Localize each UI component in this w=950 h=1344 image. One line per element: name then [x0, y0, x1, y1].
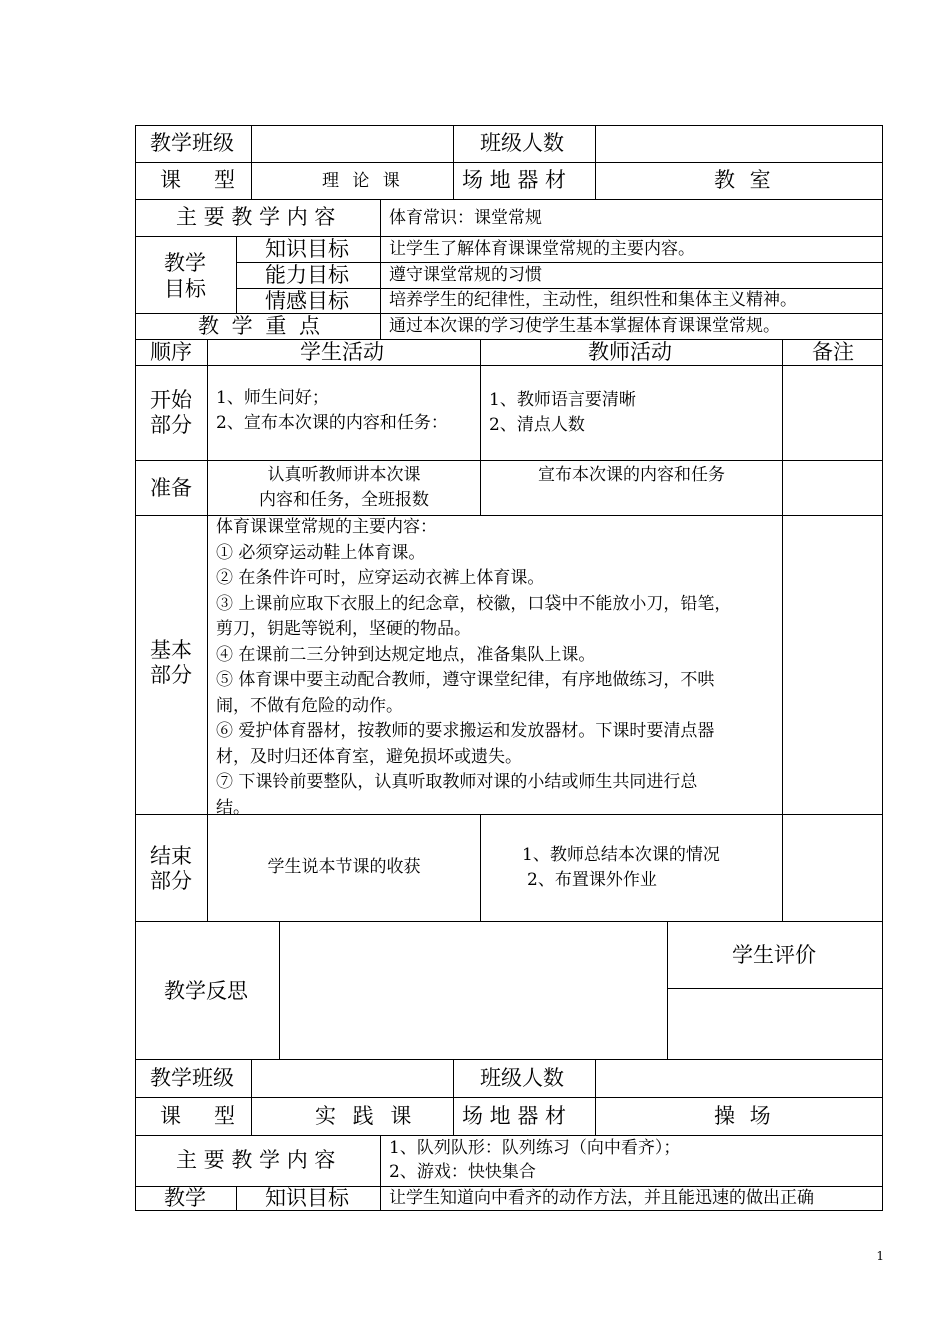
objectives-label: 教学目标 [164, 251, 206, 301]
prep-label: 准备 [150, 476, 192, 500]
t2-main-content-line2: 2、游戏：快快集合 [389, 1162, 536, 1182]
header-teacher-label: 教师活动 [588, 340, 672, 364]
cell-end-notes [782, 814, 883, 922]
start-label-line2: 部分 [150, 413, 192, 437]
prep-student-line1: 认真听教师讲本次课 [267, 465, 421, 485]
start-teacher-line1: 1、教师语言要清晰 [489, 390, 636, 410]
cell-reflection-value [279, 921, 668, 1060]
basic-line: ⑤ 体育课中要主动配合教师，遵守课堂纪律，有序地做练习，不哄 [216, 670, 715, 690]
venue-label: 场 地 器 材 [462, 168, 567, 192]
t2-venue-label: 场 地 器 材 [462, 1104, 567, 1128]
end-teacher-line1: 1、教师总结本次课的情况 [522, 845, 720, 865]
basic-line: 闹，不做有危险的动作。 [216, 695, 403, 716]
header-student-label: 学生活动 [300, 340, 384, 364]
header-order-label: 顺序 [150, 340, 192, 364]
cell-end-label [135, 814, 208, 922]
basic-line: ④ 在课前二三分钟到达规定地点，准备集队上课。 [216, 644, 596, 665]
lesson-type-value: 理 论 课 [322, 171, 404, 191]
t2-lesson-type-label: 课 型 [160, 1104, 241, 1128]
lesson-type-label: 课 型 [160, 168, 241, 192]
end-teacher-line2: 2、布置课外作业 [527, 870, 657, 890]
end-label-line2: 部分 [150, 869, 192, 893]
objective-knowledge-value: 让学生了解体育课课堂常规的主要内容。 [389, 239, 695, 259]
class-label: 教学班级 [150, 131, 234, 155]
basic-label-line1: 基本 [150, 638, 192, 662]
t2-objectives-label: 教学 [164, 1186, 206, 1210]
basic-line: 材，及时归还体育室，避免损坏或遗失。 [216, 746, 522, 767]
key-points-value: 通过本次课的学习使学生基本掌握体育课课堂常规。 [389, 316, 780, 336]
t2-cell-class-count-value [595, 1059, 883, 1098]
objective-emotion-value: 培养学生的纪律性，主动性，组织性和集体主义精神。 [389, 290, 797, 310]
t2-venue-value: 操 场 [714, 1104, 775, 1128]
cell-class-value [251, 125, 454, 163]
start-student-line2: 2、宣布本次课的内容和任务： [216, 413, 448, 433]
end-student: 学生说本节课的收获 [267, 857, 421, 877]
basic-line: 剪刀，钥匙等锐利，坚硬的物品。 [216, 619, 471, 639]
t2-lesson-type-value: 实 践 课 [315, 1104, 417, 1128]
end-label-line1: 结束 [150, 844, 192, 868]
venue-value: 教 室 [714, 168, 775, 192]
basic-line: ③ 上课前应取下衣服上的纪念章，校徽，口袋中不能放小刀，铅笔， [216, 593, 732, 614]
reflection-label: 教学反思 [164, 979, 248, 1003]
prep-student-line2: 内容和任务，全班报数 [259, 490, 429, 510]
objective-knowledge-label: 知识目标 [265, 237, 349, 261]
cell-start-notes [782, 365, 883, 461]
basic-line: ② 在条件许可时，应穿运动衣裤上体育课。 [216, 568, 545, 588]
t2-main-content-label: 主 要 教 学 内 容 [176, 1148, 336, 1172]
basic-line: 结。 [216, 797, 250, 818]
t2-main-content-line1: 1、队列队形：队列练习（向中看齐）； [389, 1138, 681, 1158]
t2-objective-value: 让学生知道向中看齐的动作方法，并且能迅速的做出正确 [389, 1188, 814, 1208]
class-count-label: 班级人数 [480, 131, 564, 155]
cell-class-count-value [595, 125, 883, 163]
t2-objective-label: 知识目标 [265, 1186, 349, 1210]
basic-line: ① 必须穿运动鞋上体育课。 [216, 542, 426, 563]
t2-cell-class-value [251, 1059, 454, 1098]
cell-basic-notes [782, 515, 883, 815]
cell-prep-notes [782, 460, 883, 516]
start-label-line1: 开始 [150, 388, 192, 412]
basic-label-line2: 部分 [150, 663, 192, 687]
page-number: 1 [876, 1249, 884, 1263]
basic-line: ⑥ 爱护体育器材，按教师的要求搬运和发放器材。下课时要清点器 [216, 721, 715, 741]
prep-teacher: 宣布本次课的内容和任务 [538, 465, 725, 485]
t2-class-label: 教学班级 [150, 1066, 234, 1090]
objective-ability-value: 遵守课堂常规的习惯 [389, 265, 542, 285]
t2-class-count-label: 班级人数 [480, 1066, 564, 1090]
main-content-value: 体育常识：课堂常规 [389, 208, 542, 228]
basic-line: ⑦ 下课铃前要整队，认真听取教师对课的小结或师生共同进行总 [216, 772, 698, 792]
main-content-label: 主 要 教 学 内 容 [176, 205, 336, 229]
start-student-line1: 1、师生问好； [216, 388, 329, 408]
start-teacher-line2: 2、清点人数 [489, 415, 585, 435]
evaluation-label: 学生评价 [732, 943, 816, 967]
key-points-label: 教 学 重 点 [198, 314, 324, 338]
objective-ability-label: 能力目标 [265, 263, 349, 287]
cell-evaluation-value [667, 988, 883, 1060]
basic-content [216, 515, 731, 821]
objective-emotion-label: 情感目标 [265, 289, 349, 313]
header-notes-label: 备注 [812, 340, 854, 364]
basic-line: 体育课课堂常规的主要内容： [216, 517, 437, 537]
